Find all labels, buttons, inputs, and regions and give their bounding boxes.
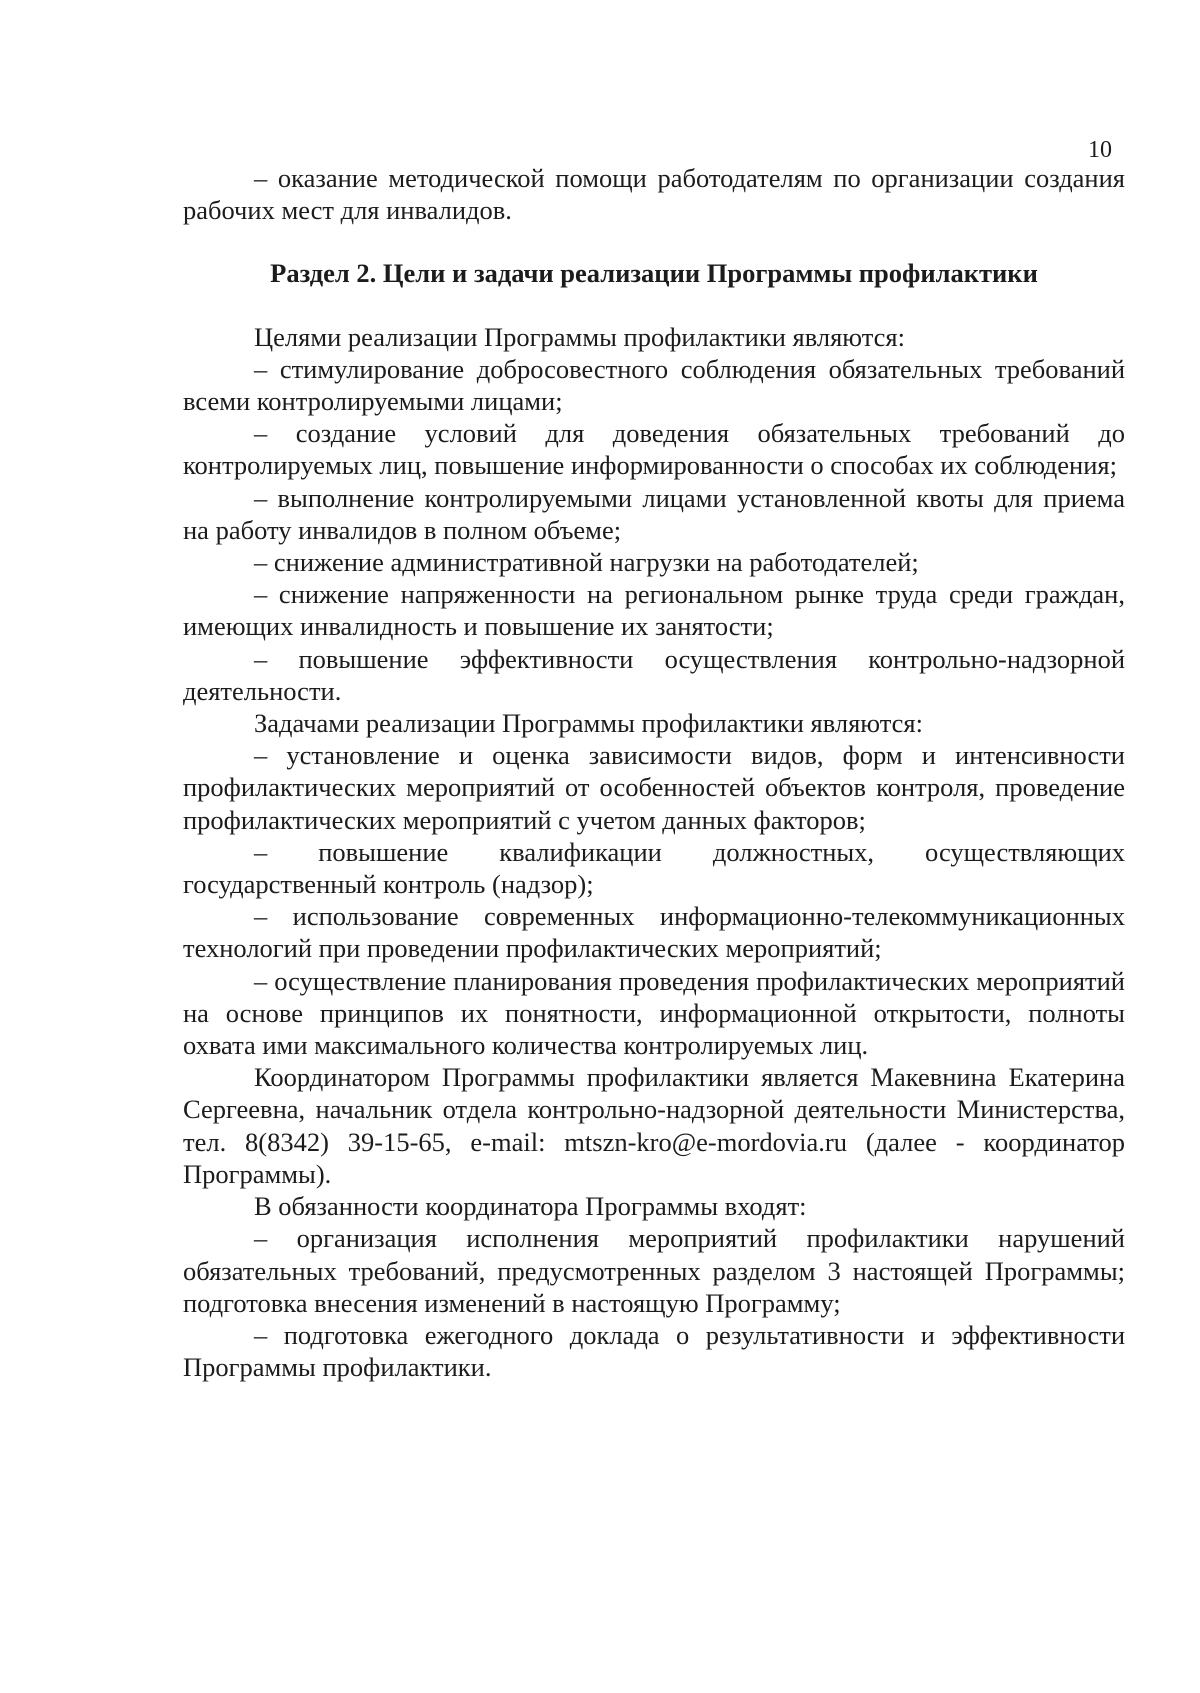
list-item: – осуществление планирования проведения профилактических мероприятий на основе принципов их понятности, информационной открытости, полноты охвата ими максимального количества контролируемых лиц. xyxy=(183,965,1125,1061)
list-item: – создание условий для доведения обязательных требований до контролируемых лиц, повышение информированности о способах их соблюдения; xyxy=(183,418,1125,481)
list-item: – использование современных информационно-телекоммуникационных технологий при проведении профилактических мероприятий; xyxy=(183,901,1125,964)
section-heading: Раздел 2. Цели и задачи реализации Программы профилактики xyxy=(270,258,1038,289)
list-item: – повышение квалификации должностных, осуществляющих государственный контроль (надзор); xyxy=(183,836,1125,900)
list-item: – снижение напряженности на региональном рынке труда среди граждан, имеющих инвалидность и повышение их занятости; xyxy=(183,579,1125,642)
list-item: – выполнение контролируемыми лицами установленной квоты для приема на работу инвалидов в полном объеме; xyxy=(183,482,1125,545)
list-item: – организация исполнения мероприятий профилактики нарушений обязательных требований, предусмотренных разделом 3 настоящей Программы; подготовка внесения изменений в настоящую Программу; xyxy=(183,1223,1125,1318)
list-item: – стимулирование добросовестного соблюдения обязательных требований всеми контролируемыми лицами; xyxy=(183,353,1125,417)
document-body xyxy=(183,162,1125,1383)
paragraph: Задачами реализации Программы профилактики являются: xyxy=(254,708,923,739)
paragraph: Координатором Программы профилактики является Макевнина Екатерина Сергеевна, начальник отдела контрольно-надзорной деятельности Министерства, тел. 8(8342) 39-15-65, e-mail: mtszn-kro@e-mordovia.ru (далее - координатор Программы). xyxy=(183,1062,1125,1189)
list-item: – снижение административной нагрузки на работодателей; xyxy=(254,547,919,578)
paragraph: – оказание методической помощи работодателям по организации создания рабочих мест для инвалидов. xyxy=(183,163,1125,226)
list-item: – подготовка ежегодного доклада о результативности и эффективности Программы профилактики. xyxy=(183,1319,1125,1383)
paragraph: В обязанности координатора Программы входят: xyxy=(254,1191,807,1222)
list-item: – установление и оценка зависимости видов, форм и интенсивности профилактических мероприятий от особенностей объектов контроля, проведение профилактических мероприятий с учетом данных факторов; xyxy=(183,740,1125,835)
page-number: 10 xyxy=(1088,137,1112,163)
list-item: – повышение эффективности осуществления контрольно-надзорной деятельности. xyxy=(183,643,1125,706)
paragraph: Целями реализации Программы профилактики являются: xyxy=(254,321,905,352)
